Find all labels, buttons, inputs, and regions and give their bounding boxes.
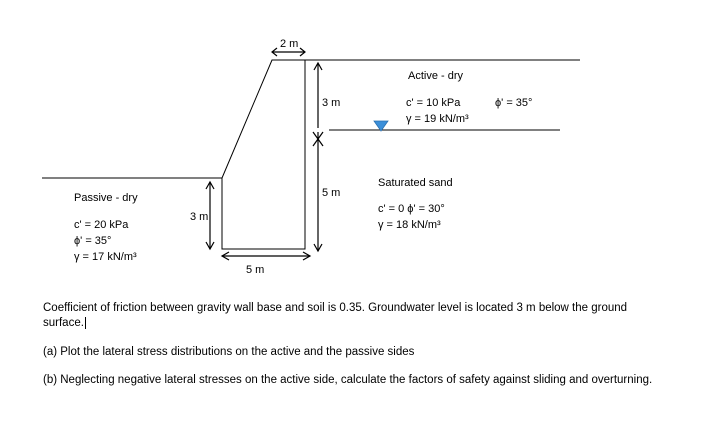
text-cursor	[85, 317, 86, 329]
active-friction-angle: ϕ' = 35°	[495, 97, 533, 109]
problem-statement-text: Coefficient of friction between gravity wall base and soil is 0.35. Groundwater level is located 3 m below the ground surface.	[43, 302, 628, 329]
base-width-dimension	[222, 252, 310, 260]
active-unit-weight: γ = 19 kN/m³	[406, 113, 469, 125]
saturated-cohesion-friction: c' = 0 ϕ' = 30°	[378, 203, 445, 215]
height-below-gwt-label: 5 m	[322, 187, 341, 199]
problem-statement	[43, 301, 653, 331]
problem-part-a: (a) Plot the lateral stress distributions on the active and the passive sides	[43, 346, 415, 358]
passive-cohesion: c' = 20 kPa	[74, 219, 129, 231]
saturated-unit-weight: γ = 18 kN/m³	[378, 219, 441, 231]
base-width-label: 5 m	[246, 264, 265, 276]
height-above-gwt-label: 3 m	[322, 97, 341, 109]
active-cohesion: c' = 10 kPa	[406, 97, 461, 109]
gravity-wall	[222, 60, 305, 249]
passive-soil-label: Passive - dry	[74, 192, 138, 204]
passive-friction-angle: ϕ' = 35°	[74, 235, 112, 247]
passive-unit-weight: γ = 17 kN/m³	[74, 251, 137, 263]
top-width-label: 2 m	[280, 38, 299, 50]
height-below-gwt-dimension	[314, 132, 322, 251]
active-soil-label: Active - dry	[408, 70, 464, 82]
saturated-soil-label: Saturated sand	[378, 177, 453, 189]
problem-part-b: (b) Neglecting negative lateral stresses on the active side, calculate the factors of safety against sliding and overturning.	[43, 374, 653, 386]
passive-depth-label: 3 m	[190, 211, 209, 223]
